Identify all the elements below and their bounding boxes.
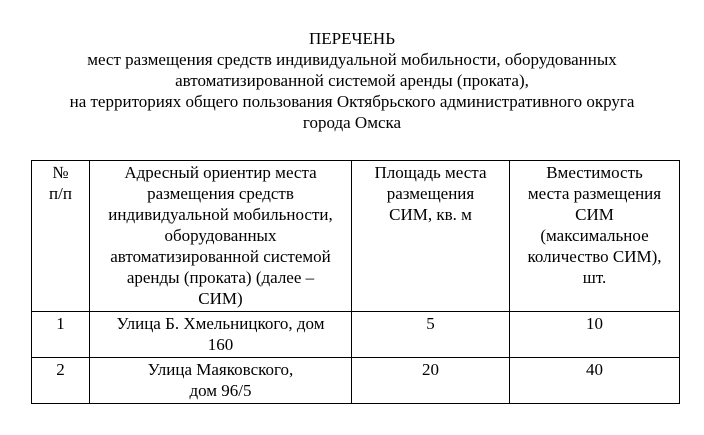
- row-area: 20: [352, 358, 510, 404]
- header-line: СИМ, кв. м: [389, 205, 472, 224]
- header-line: (максимальное: [540, 226, 649, 245]
- row-capacity: 40: [510, 358, 680, 404]
- row-address: [90, 312, 352, 358]
- header-line: СИМ): [198, 289, 243, 308]
- header-line: шт.: [582, 268, 607, 287]
- address-line: дом 96/5: [189, 381, 252, 400]
- header-line: оборудованных: [164, 226, 277, 245]
- subtitle-line: города Омска: [302, 113, 402, 132]
- table-row: [32, 312, 680, 358]
- header-line: размещения средств: [147, 184, 294, 203]
- header-line: п/п: [49, 184, 72, 203]
- row-area: 5: [352, 312, 510, 358]
- header-line: места размещения: [527, 184, 662, 203]
- document-title: ПЕРЕЧЕНЬ: [309, 29, 395, 48]
- header-line: №: [52, 163, 69, 182]
- subtitle-line: автоматизированной системой аренды (проката),: [175, 71, 529, 90]
- header-capacity: [510, 161, 680, 312]
- subtitle-line: на территориях общего пользования Октябрьского административного округа: [69, 92, 635, 111]
- header-line: Вместимость: [546, 163, 643, 182]
- address-line: Улица Маяковского,: [147, 360, 294, 379]
- header-line: Площадь места: [374, 163, 487, 182]
- header-line: Адресный ориентир места: [124, 163, 317, 182]
- table-header-row: [32, 161, 680, 312]
- header-number: [32, 161, 90, 312]
- address-line: 160: [207, 335, 234, 354]
- locations-table: [31, 160, 680, 404]
- address-line: Улица Б. Хмельницкого, дом: [116, 314, 325, 333]
- header-area: [352, 161, 510, 312]
- header-line: автоматизированной системой: [110, 247, 331, 266]
- subtitle-line: мест размещения средств индивидуальной мобильности, оборудованных: [87, 50, 617, 69]
- row-number: 1: [32, 312, 90, 358]
- header-line: количество СИМ),: [527, 247, 662, 266]
- row-address: [90, 358, 352, 404]
- row-capacity: 10: [510, 312, 680, 358]
- header-address: [90, 161, 352, 312]
- table-row: [32, 358, 680, 404]
- header-line: аренды (проката) (далее –: [126, 268, 315, 287]
- document-heading: [0, 28, 704, 133]
- header-line: размещения: [386, 184, 475, 203]
- row-number: 2: [32, 358, 90, 404]
- header-line: СИМ: [575, 205, 614, 224]
- header-line: индивидуальной мобильности,: [108, 205, 333, 224]
